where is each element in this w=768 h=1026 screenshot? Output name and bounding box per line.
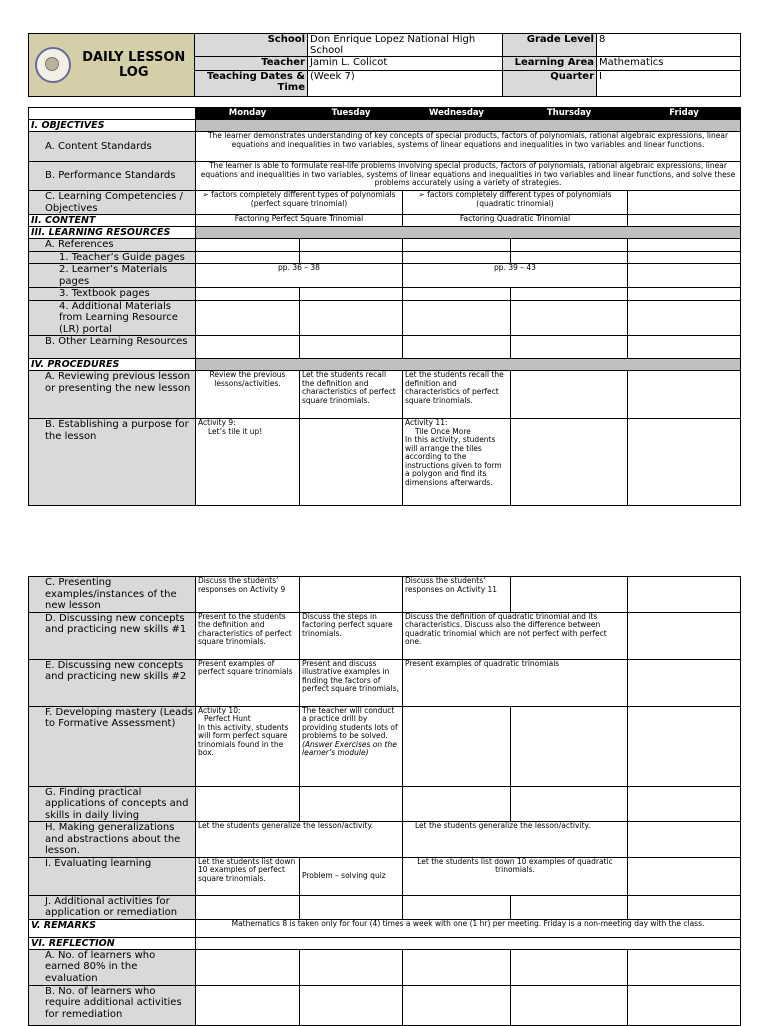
empty-cell xyxy=(511,371,628,419)
empty-cell xyxy=(300,786,403,822)
proc-b-mon-activity: Let’s tile it up! xyxy=(208,426,263,436)
row-proc-g: G. Finding practical applications of concepts and skills in daily living xyxy=(29,786,196,822)
empty-cell xyxy=(628,949,741,985)
dates-label: Teaching Dates & Time xyxy=(195,70,308,96)
section-reflection: VI. REFLECTION xyxy=(29,937,196,949)
empty-cell xyxy=(628,822,741,858)
empty-cell xyxy=(511,895,628,919)
empty-cell xyxy=(628,239,741,252)
day-thursday: Thursday xyxy=(511,108,628,120)
empty-cell xyxy=(628,288,741,301)
empty-cell xyxy=(403,288,511,301)
empty-cell xyxy=(628,895,741,919)
proc-d-monday: Present to the students the definition and characteristics of perfect square trinomials. xyxy=(196,612,300,659)
section-bar xyxy=(196,120,741,132)
row-additional-materials: 4. Additional Materials from Learning Resource (LR) portal xyxy=(29,300,196,336)
empty-cell xyxy=(300,288,403,301)
proc-b-monday xyxy=(196,419,300,506)
row-refl-b: B. No. of learners who require additional activities for remediation xyxy=(29,985,196,1025)
proc-e-wednesday: Present examples of quadratic trinomials xyxy=(403,659,628,706)
empty-cell xyxy=(403,251,511,264)
grade-label: Grade Level xyxy=(503,34,597,57)
content-monday: Factoring Perfect Square Trinomial xyxy=(196,215,403,227)
empty-cell xyxy=(196,336,300,359)
section-procedures: IV. PROCEDURES xyxy=(29,359,196,371)
empty-cell xyxy=(300,949,403,985)
teacher-label: Teacher xyxy=(195,57,308,70)
empty-cell xyxy=(403,300,511,336)
section-bar xyxy=(196,227,741,239)
section-bar xyxy=(196,937,741,949)
proc-f-tuesday xyxy=(300,706,403,786)
proc-d-wednesday: Discuss the definition of quadratic trinomial and its characteristics. Discuss also the difference between quadratic trinomial which are not perfect with perfect one. xyxy=(403,612,628,659)
row-proc-h: H. Making generalizations and abstractions about the lesson. xyxy=(29,822,196,858)
day-wednesday: Wednesday xyxy=(403,108,511,120)
competency-monday: ➢ factors completely different types of polynomials (perfect square trinomial) xyxy=(196,191,403,215)
proc-c-wednesday: Discuss the students’ responses on Activity 11 xyxy=(403,577,511,613)
proc-i-tuesday: Problem – solving quiz xyxy=(300,857,403,895)
proc-a-tuesday: Let the students recall the definition and characteristics of perfect square trinomials. xyxy=(300,371,403,419)
proc-h-monday: Let the students generalize the lesson/activity. xyxy=(196,822,403,858)
empty-cell xyxy=(403,786,511,822)
day-friday: Friday xyxy=(628,108,741,120)
row-proc-c: C. Presenting examples/instances of the new lesson xyxy=(29,577,196,613)
row-competencies: C. Learning Competencies / Objectives xyxy=(29,191,196,215)
empty-cell xyxy=(511,239,628,252)
section-content: II. CONTENT xyxy=(29,215,196,227)
remarks-text: Mathematics 8 is taken only for four (4) times a week with one (1 hr) per meeting. Friday is a non-meeting day with the class. xyxy=(196,919,741,937)
empty-cell xyxy=(300,895,403,919)
empty-cell xyxy=(511,985,628,1025)
proc-e-tuesday: Present and discuss illustrative examples in finding the factors of perfect square trinomials, xyxy=(300,659,403,706)
proc-b-wednesday xyxy=(403,419,511,506)
empty-cell xyxy=(196,239,300,252)
empty-cell xyxy=(300,251,403,264)
empty-cell xyxy=(300,577,403,613)
lm-monday: pp. 36 – 38 xyxy=(196,264,403,288)
empty-cell xyxy=(403,985,511,1025)
empty-cell xyxy=(628,191,741,215)
proc-f-mon-activity: Perfect Hunt xyxy=(204,714,251,723)
school-value: Don Enrique Lopez National High School xyxy=(308,34,503,57)
empty-cell xyxy=(300,419,403,506)
empty-cell xyxy=(511,949,628,985)
row-proc-i: I. Evaluating learning xyxy=(29,857,196,895)
section-resources: III. LEARNING RESOURCES xyxy=(29,227,196,239)
proc-i-wednesday: Let the students list down 10 examples of quadratic trinomials. xyxy=(403,857,628,895)
empty-cell xyxy=(511,706,628,786)
empty-cell xyxy=(511,288,628,301)
row-proc-e: E. Discussing new concepts and practicing new skills #2 xyxy=(29,659,196,706)
empty-cell xyxy=(628,985,741,1025)
row-proc-j: J. Additional activities for application or remediation xyxy=(29,895,196,919)
row-references: A. References xyxy=(29,239,196,252)
empty-cell xyxy=(628,419,741,506)
proc-a-wednesday: Let the students recall the definition and characteristics of perfect square trinomials. xyxy=(403,371,511,419)
empty-cell xyxy=(300,336,403,359)
lm-wednesday: pp. 39 – 43 xyxy=(403,264,628,288)
proc-b-wed-title: Activity 11: xyxy=(405,418,448,427)
empty-cell xyxy=(511,336,628,359)
proc-f-tue-desc: The teacher will conduct a practice drill by providing students lots of problems to be solved. xyxy=(302,706,398,740)
proc-i-monday: Let the students list down 10 examples of perfect square trinomials. xyxy=(196,857,300,895)
empty-cell xyxy=(511,786,628,822)
blank-corner xyxy=(29,108,196,120)
grade-value: 8 xyxy=(597,34,741,57)
row-performance-standards: B. Performance Standards xyxy=(29,162,196,191)
empty-cell xyxy=(403,239,511,252)
area-value: Mathematics xyxy=(597,57,741,70)
empty-cell xyxy=(403,895,511,919)
competency-wednesday: ➢ factors completely different types of polynomials (quadratic trinomial) xyxy=(403,191,628,215)
empty-cell xyxy=(300,985,403,1025)
school-label: School xyxy=(195,34,308,57)
empty-cell xyxy=(196,949,300,985)
day-tuesday: Tuesday xyxy=(300,108,403,120)
empty-cell xyxy=(511,300,628,336)
proc-f-monday xyxy=(196,706,300,786)
empty-cell xyxy=(628,612,741,659)
empty-cell xyxy=(628,857,741,895)
page-title: DAILY LESSON LOG xyxy=(82,50,186,80)
quarter-value: I xyxy=(597,70,741,96)
empty-cell xyxy=(511,419,628,506)
header-table xyxy=(28,33,741,97)
empty-cell xyxy=(628,300,741,336)
proc-b-mon-title: Activity 9: xyxy=(198,418,236,427)
row-proc-f: F. Developing mastery (Leads to Formative Assessment) xyxy=(29,706,196,786)
proc-f-mon-title: Activity 10: xyxy=(198,706,241,715)
proc-c-monday: Discuss the students’ responses on Activity 9 xyxy=(196,577,300,613)
empty-cell xyxy=(628,371,741,419)
proc-d-tuesday: Discuss the steps in factoring perfect square trinomials. xyxy=(300,612,403,659)
empty-cell xyxy=(511,251,628,264)
teacher-value: Jamin L. Colicot xyxy=(308,57,503,70)
title-cell xyxy=(29,34,195,97)
empty-cell xyxy=(628,706,741,786)
empty-cell xyxy=(300,239,403,252)
empty-cell xyxy=(196,288,300,301)
empty-cell xyxy=(196,251,300,264)
proc-e-monday: Present examples of perfect square trinomials xyxy=(196,659,300,706)
row-proc-d: D. Discussing new concepts and practicing new skills #1 xyxy=(29,612,196,659)
proc-b-wed-desc: In this activity, students will arrange the tiles according to the instructions given to form a polygon and find its dimensions afterwards. xyxy=(405,435,502,487)
empty-cell xyxy=(403,949,511,985)
empty-cell xyxy=(511,577,628,613)
lesson-table-page1 xyxy=(28,107,741,506)
row-textbook: 3. Textbook pages xyxy=(29,288,196,301)
dates-value: (Week 7) xyxy=(308,70,503,96)
proc-f-tue-note: (Answer Exercises on the learner’s module) xyxy=(302,739,397,757)
quarter-label: Quarter xyxy=(503,70,597,96)
empty-cell xyxy=(628,215,741,227)
proc-a-monday: Review the previous lessons/activities. xyxy=(196,371,300,419)
empty-cell xyxy=(628,786,741,822)
empty-cell xyxy=(628,251,741,264)
row-other-resources: B. Other Learning Resources xyxy=(29,336,196,359)
empty-cell xyxy=(628,577,741,613)
empty-cell xyxy=(628,336,741,359)
content-standards-text: The learner demonstrates understanding of key concepts of special products, factors of polynomials, rational algebraic expressions, linear equations and inequalities in two variables, systems of linear equations and inequalities in two variables and linear functions. xyxy=(196,132,741,162)
row-lm-pages: 2. Learner’s Materials pages xyxy=(29,264,196,288)
empty-cell xyxy=(403,706,511,786)
proc-h-wednesday: Let the students generalize the lesson/activity. xyxy=(403,822,628,858)
proc-f-mon-desc: In this activity, students will form perfect square trinomials found in the box. xyxy=(198,722,289,757)
row-refl-a: A. No. of learners who earned 80% in the evaluation xyxy=(29,949,196,985)
proc-b-wed-activity: Tile Once More xyxy=(415,426,471,436)
lesson-table-page2 xyxy=(28,576,741,1026)
section-objectives: I. OBJECTIVES xyxy=(29,120,196,132)
empty-cell xyxy=(403,336,511,359)
deped-seal-icon xyxy=(35,47,71,83)
empty-cell xyxy=(196,300,300,336)
empty-cell xyxy=(196,895,300,919)
empty-cell xyxy=(196,985,300,1025)
empty-cell xyxy=(300,300,403,336)
content-wednesday: Factoring Quadratic Trinomial xyxy=(403,215,628,227)
day-monday: Monday xyxy=(196,108,300,120)
area-label: Learning Area xyxy=(503,57,597,70)
empty-cell xyxy=(628,264,741,288)
row-tg-pages: 1. Teacher’s Guide pages xyxy=(29,251,196,264)
section-bar xyxy=(196,359,741,371)
row-content-standards: A. Content Standards xyxy=(29,132,196,162)
empty-cell xyxy=(196,786,300,822)
performance-standards-text: The learner is able to formulate real-life problems involving special products, factors of polynomials, rational algebraic expressions, linear equations and inequalities in two variables, systems of linear equations and inequalities in two variables and linear functions, and solve these problems accurately using a variety of strategies. xyxy=(196,162,741,191)
empty-cell xyxy=(628,659,741,706)
row-proc-a: A. Reviewing previous lesson or presenting the new lesson xyxy=(29,371,196,419)
row-proc-b: B. Establishing a purpose for the lesson xyxy=(29,419,196,506)
section-remarks: V. REMARKS xyxy=(29,919,196,937)
